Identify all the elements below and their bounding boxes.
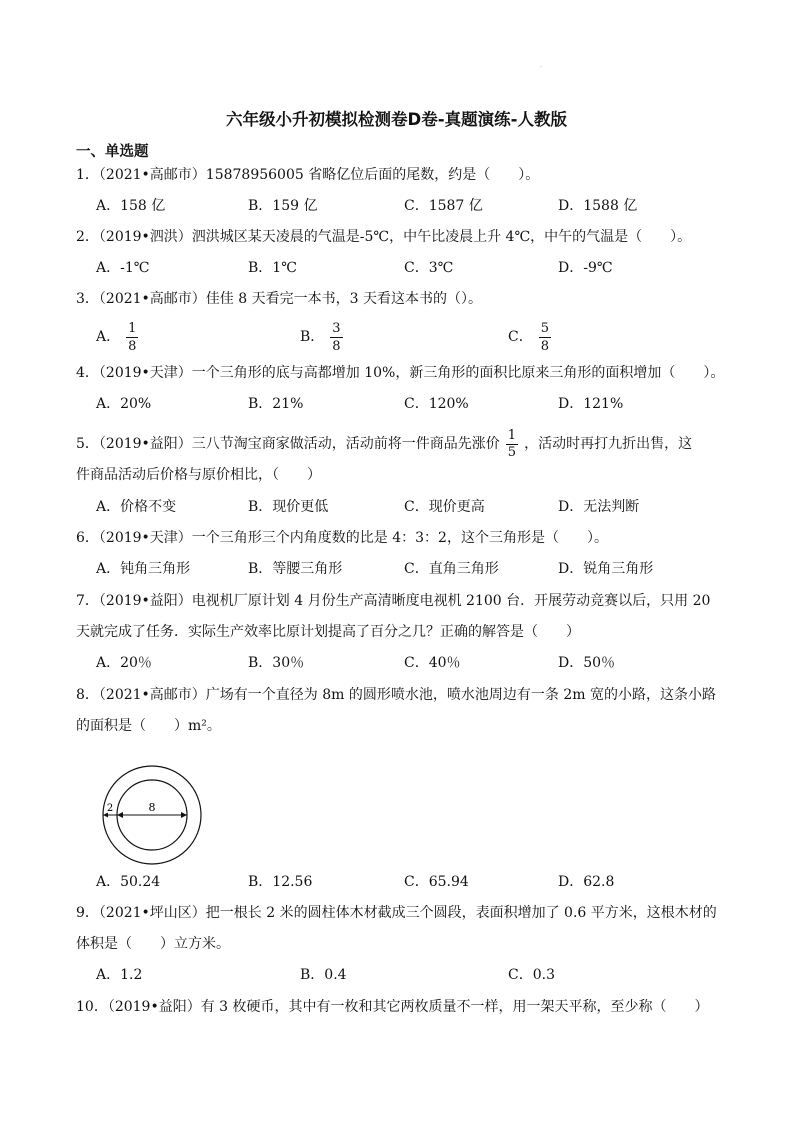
option-c[interactable]: C．0.3	[508, 967, 555, 983]
fraction-numerator: 3	[332, 320, 341, 336]
option-a[interactable]: A．1.2	[96, 967, 143, 983]
question-6-options	[96, 556, 736, 582]
question-1-options	[96, 193, 736, 219]
question-8-line-1: 8．（2021•高邮市）广场有一个直径为 8m 的圆形喷水池，喷水池周边有一条 2m 宽的小路，这条小路	[76, 687, 716, 703]
option-d[interactable]: D．无法判断	[558, 499, 640, 515]
option-b[interactable]	[300, 317, 343, 357]
fraction	[126, 320, 138, 355]
fraction-denominator: 5	[507, 444, 517, 460]
question-5-text-a: 5．（2019•益阳）三八节淘宝商家做活动，活动前将一件商品先涨价	[76, 436, 500, 452]
option-a[interactable]: A．20％	[96, 655, 152, 671]
option-c[interactable]: C．现价更高	[404, 499, 485, 515]
option-d[interactable]: D．50％	[558, 655, 616, 671]
question-5-line-1	[76, 426, 726, 462]
question-5-options	[96, 494, 736, 520]
question-3-options	[96, 317, 736, 357]
question-2: 2．（2019•泗洪）泗洪城区某天凌晨的气温是-5℃，中午比凌晨上升 4℃，中午的气温是（ ）。	[76, 229, 692, 245]
option-a[interactable]: A．158 亿	[96, 198, 166, 214]
question-9-line-1: 9．（2021•坪山区）把一根长 2 米的圆柱体木材截成三个圆段，表面积增加了 0.6 平方米，这根木材的	[76, 905, 717, 921]
section-title: 一、单选题	[76, 144, 149, 160]
arrow-right-head	[181, 812, 187, 818]
question-4: 4．（2019•天津）一个三角形的底与高都增加 10%，新三角形的面积比原来三角形的面积增加（ ）。	[76, 365, 725, 381]
option-b[interactable]: B．159 亿	[248, 198, 318, 214]
question-7-line-1: 7．（2019•益阳）电视机厂原计划 4 月份生产高清晰度电视机 2100 台．开展劳动竞赛以后，只用 20	[76, 593, 711, 609]
question-2-options	[96, 255, 736, 281]
option-b[interactable]: B．现价更低	[248, 499, 329, 515]
option-a-label: A．	[96, 329, 121, 345]
option-c-label: C．	[508, 329, 533, 345]
option-c[interactable]: C．65.94	[404, 874, 469, 890]
fraction	[506, 428, 518, 461]
header-dot: ·	[540, 64, 542, 71]
question-4-options	[96, 391, 736, 417]
option-b[interactable]: B．12.56	[248, 874, 313, 890]
fraction-numerator: 1	[507, 427, 517, 443]
question-5-text-b: ，活动时再打九折出售，这	[524, 436, 693, 452]
option-a[interactable]: A．20%	[96, 396, 152, 412]
option-a[interactable]	[96, 317, 138, 357]
option-c[interactable]: C．直角三角形	[404, 561, 499, 577]
diameter-label: 8	[148, 801, 156, 814]
fountain-figure	[96, 765, 208, 865]
option-b[interactable]: B．等腰三角形	[248, 561, 343, 577]
question-9-line-2: 体积是（ ）立方米。	[76, 936, 230, 952]
question-6: 6．（2019•天津）一个三角形三个内角度数的比是 4：3：2，这个三角形是（ ）。	[76, 530, 608, 546]
fraction-numerator: 5	[540, 320, 549, 336]
option-b[interactable]: B．30％	[248, 655, 305, 671]
fraction	[330, 320, 342, 355]
option-a[interactable]: A．钝角三角形	[96, 561, 191, 577]
option-d[interactable]: D．锐角三角形	[558, 561, 654, 577]
question-7-line-2: 天就完成了任务．实际生产效率比原计划提高了百分之几？正确的解答是（ ）	[76, 624, 580, 640]
question-5-line-2: 件商品活动后价格与原价相比，（ ）	[76, 467, 321, 483]
option-c[interactable]: C．3℃	[404, 260, 454, 276]
option-d[interactable]: D．62.8	[558, 874, 615, 890]
option-c[interactable]	[508, 317, 551, 357]
fraction-denominator: 8	[540, 338, 549, 354]
option-b[interactable]: B．1℃	[248, 260, 297, 276]
question-8-line-2: 的面积是（ ）m²。	[76, 718, 221, 734]
fraction	[539, 320, 551, 355]
fraction-denominator: 8	[332, 338, 341, 354]
option-c[interactable]: C．1587 亿	[404, 198, 483, 214]
option-d[interactable]: D．-9℃	[558, 260, 613, 276]
question-3: 3．（2021•高邮市）佳佳 8 天看完一本书，3 天看这本书的（）。	[76, 291, 482, 307]
question-9-options	[96, 962, 736, 988]
fraction-numerator: 1	[128, 320, 137, 336]
option-d[interactable]: D．1588 亿	[558, 198, 638, 214]
option-a[interactable]: A．-1℃	[96, 260, 150, 276]
question-7-options	[96, 650, 736, 676]
option-c[interactable]: C．40％	[404, 655, 461, 671]
option-d[interactable]: D．121%	[558, 396, 624, 412]
option-b[interactable]: B．21%	[248, 396, 304, 412]
arrow-left-head	[117, 812, 123, 818]
option-a[interactable]: A．价格不变	[96, 499, 177, 515]
option-b-label: B．	[300, 329, 325, 345]
question-8-options	[96, 869, 736, 895]
option-c[interactable]: C．120%	[404, 396, 469, 412]
question-1: 1．（2021•高邮市）15878956005 省略亿位后面的尾数，约是（ ）。	[76, 167, 540, 183]
option-a[interactable]: A．50.24	[96, 874, 161, 890]
option-b[interactable]: B．0.4	[300, 967, 347, 983]
fraction-denominator: 8	[128, 338, 137, 354]
ring-width-label: 2	[106, 803, 114, 814]
page-title: 六年级小升初模拟检测卷D卷-真题演练-人教版	[226, 110, 567, 129]
question-10: 10．（2019•益阳）有 3 枚硬币，其中有一枚和其它两枚质量不一样，用一架天平称，至少称（ ）	[76, 999, 709, 1015]
